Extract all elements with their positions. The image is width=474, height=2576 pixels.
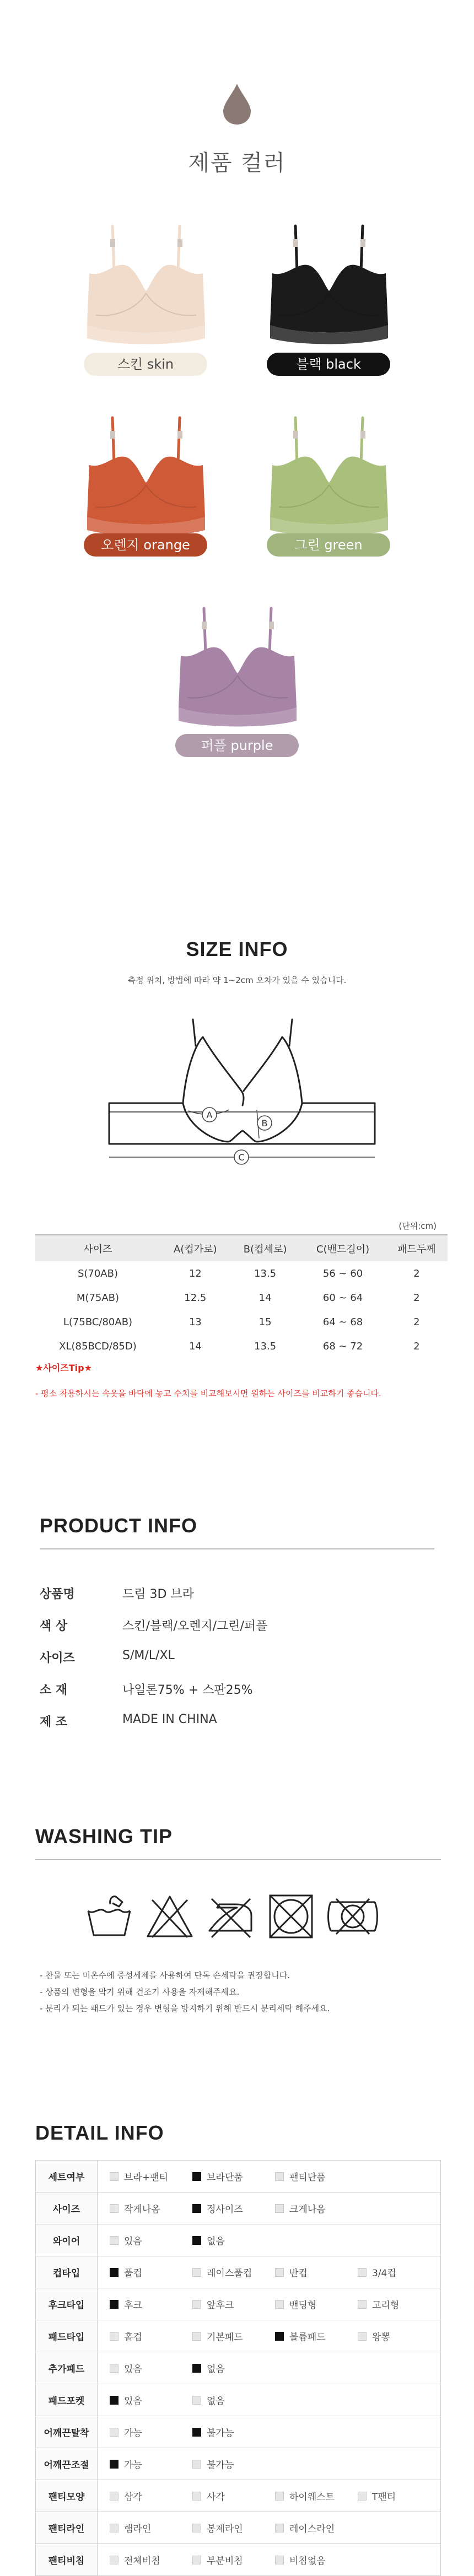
detail-option [192, 2489, 275, 2503]
no-iron-icon [205, 1891, 256, 1942]
washing-note-1: - 찬물 또는 미온수에 중성세제를 사용하여 단독 손세탁을 권장합니다. [40, 1970, 290, 1980]
detail-info-row [36, 2480, 441, 2512]
detail-info-label: 사이즈 [36, 2192, 98, 2224]
detail-option [275, 2553, 358, 2567]
detail-info-row [36, 2256, 441, 2288]
detail-option [192, 2169, 275, 2183]
detail-option [358, 2329, 440, 2343]
size-table-cell: 14 [258, 1292, 272, 1304]
checked-box-icon [110, 2460, 118, 2469]
detail-option-label: 있음 [124, 2236, 142, 2247]
unchecked-box-icon [358, 2492, 367, 2501]
unchecked-box-icon [275, 2492, 284, 2501]
detail-info-options [98, 2320, 441, 2352]
washing-note-3: - 분리가 되는 패드가 있는 경우 변형을 방지하기 위해 반드시 분리세탁 해주세요. [40, 2003, 330, 2013]
unchecked-box-icon [275, 2524, 284, 2532]
detail-info-row [36, 2320, 441, 2352]
product-info-label: 소 재 [40, 1683, 68, 1697]
unchecked-box-icon [110, 2364, 118, 2373]
detail-info-label: 팬티라인 [36, 2512, 98, 2544]
unchecked-box-icon [110, 2236, 118, 2245]
detail-option-label: 3/4컵 [372, 2268, 396, 2279]
detail-option-label: 볼륨패드 [289, 2332, 326, 2343]
detail-info-options [98, 2448, 441, 2480]
detail-option-label: 하이웨스트 [289, 2492, 335, 2503]
detail-option [110, 2393, 192, 2407]
washing-divider [35, 1859, 441, 1860]
unchecked-box-icon [192, 2556, 201, 2564]
detail-option-label: 고리형 [372, 2300, 400, 2311]
detail-option [110, 2297, 192, 2311]
unchecked-box-icon [110, 2556, 118, 2564]
detail-info-options [98, 2416, 441, 2448]
detail-info-label: 팬티비침 [36, 2544, 98, 2576]
size-table-cell: XL(85BCD/85D) [59, 1340, 137, 1352]
unchecked-box-icon [275, 2204, 284, 2213]
detail-option [110, 2425, 192, 2439]
size-table-cell: 68 ~ 72 [322, 1340, 363, 1352]
washing-note-2: - 상품의 변형을 막기 위해 건조기 사용을 자제해주세요. [40, 1987, 240, 1997]
detail-option-label: 레이스라인 [289, 2524, 335, 2535]
detail-info-title: DETAIL INFO [35, 2121, 164, 2144]
detail-option-label: 밴딩형 [289, 2300, 317, 2311]
detail-info-options [98, 2192, 441, 2224]
detail-option [110, 2265, 192, 2279]
size-tip-title: ★사이즈Tip★ [35, 1363, 92, 1373]
bra-image [83, 220, 209, 347]
detail-option-label: 기본패드 [207, 2332, 243, 2343]
size-diagram [99, 1014, 386, 1185]
detail-option [192, 2201, 275, 2215]
detail-info-label: 추가패드 [36, 2352, 98, 2384]
unchecked-box-icon [192, 2492, 201, 2501]
detail-info-label: 후크타입 [36, 2288, 98, 2320]
detail-option-label: T팬티 [372, 2492, 396, 2503]
color-label-pill: 그린 green [267, 533, 390, 557]
diagram-label-b: B [261, 1118, 268, 1128]
detail-info-label: 컵타입 [36, 2256, 98, 2288]
size-table-row [35, 1286, 448, 1310]
unchecked-box-icon [275, 2300, 284, 2309]
size-table-cell: 13.5 [254, 1267, 277, 1279]
detail-info-row [36, 2512, 441, 2544]
detail-option [358, 2265, 440, 2279]
detail-option-label: 비침없음 [289, 2556, 326, 2567]
detail-option-label: 없음 [207, 2236, 225, 2247]
unchecked-box-icon [192, 2300, 201, 2309]
detail-option-label: 정사이즈 [207, 2204, 243, 2215]
size-table-cell: 14 [188, 1340, 202, 1352]
detail-info-label: 와이어 [36, 2224, 98, 2256]
detail-info-row [36, 2352, 441, 2384]
unchecked-box-icon [110, 2204, 118, 2213]
unit-label: (단위:cm) [398, 1221, 437, 1231]
product-info-title: PRODUCT INFO [40, 1514, 197, 1537]
detail-info-row [36, 2288, 441, 2320]
detail-option-label: 있음 [124, 2364, 142, 2375]
detail-option [192, 2329, 275, 2343]
detail-option [110, 2233, 192, 2247]
product-info-divider [40, 1548, 434, 1549]
unchecked-box-icon [110, 2428, 118, 2437]
size-table-cell: 2 [413, 1292, 420, 1304]
detail-option-label: 작게나옴 [124, 2204, 160, 2215]
detail-option [192, 2265, 275, 2279]
detail-option-label: 브라단품 [207, 2172, 243, 2183]
detail-info-options [98, 2224, 441, 2256]
detail-info-label: 패드타입 [36, 2320, 98, 2352]
size-table-cell: 2 [413, 1340, 420, 1352]
detail-option [110, 2553, 192, 2567]
detail-option [358, 2489, 440, 2503]
detail-info-options [98, 2384, 441, 2416]
detail-option [275, 2169, 358, 2183]
detail-info-row [36, 2384, 441, 2416]
size-info-subtitle: 측정 위치, 방법에 따라 약 1~2cm 오차가 있을 수 있습니다. [127, 975, 347, 985]
unchecked-box-icon [275, 2268, 284, 2277]
checked-box-icon [192, 2428, 201, 2437]
size-table-cell: 13.5 [254, 1340, 277, 1352]
detail-option [110, 2521, 192, 2535]
checked-box-icon [110, 2300, 118, 2309]
detail-option-label: 사각 [207, 2492, 225, 2503]
detail-option [192, 2521, 275, 2535]
detail-option-label: 팬티단품 [289, 2172, 326, 2183]
detail-info-options [98, 2256, 441, 2288]
size-table-cell: 64 ~ 68 [322, 1316, 363, 1328]
detail-option [192, 2297, 275, 2311]
detail-option-label: 부분비침 [207, 2556, 243, 2567]
checked-box-icon [275, 2332, 284, 2341]
hand-wash-icon [84, 1891, 134, 1942]
unchecked-box-icon [110, 2492, 118, 2501]
size-table-header: 사이즈 [35, 1235, 160, 1261]
detail-option [110, 2169, 192, 2183]
size-table-cell: 12 [188, 1267, 202, 1279]
detail-option-label: 삼각 [124, 2492, 142, 2503]
size-table-cell: M(75AB) [76, 1292, 120, 1304]
no-dry-clean-icon [327, 1891, 378, 1942]
size-table-header: B(컵세로) [230, 1235, 300, 1261]
detail-info-options [98, 2544, 441, 2576]
detail-option-label: 브라+팬티 [124, 2172, 168, 2183]
size-info-title: SIZE INFO [186, 938, 288, 960]
size-table-header: 패드두께 [386, 1235, 448, 1261]
detail-info-row [36, 2416, 441, 2448]
bra-image [266, 220, 392, 347]
product-info-label: 상품명 [40, 1587, 75, 1601]
detail-option-label: 홑겹 [124, 2332, 142, 2343]
unchecked-box-icon [192, 2396, 201, 2405]
unchecked-box-icon [358, 2332, 367, 2341]
checked-box-icon [192, 2236, 201, 2245]
color-label-pill: 오렌지 orange [84, 533, 207, 557]
unchecked-box-icon [192, 2524, 201, 2532]
detail-option-label: 봉제라인 [207, 2524, 243, 2535]
detail-option [275, 2521, 358, 2535]
water-drop-icon [221, 83, 253, 126]
color-label-pill: 블랙 black [267, 353, 390, 376]
bra-image [83, 412, 209, 539]
no-bleach-icon [144, 1891, 195, 1942]
bra-image [266, 412, 392, 539]
detail-option [192, 2393, 275, 2407]
size-table-cell: 2 [413, 1316, 420, 1328]
unchecked-box-icon [192, 2268, 201, 2277]
detail-option [275, 2201, 358, 2215]
detail-info-row [36, 2544, 441, 2576]
detail-option-label: 가능 [124, 2460, 142, 2471]
detail-option [110, 2457, 192, 2471]
detail-info-options [98, 2352, 441, 2384]
detail-option [192, 2361, 275, 2375]
detail-option [110, 2361, 192, 2375]
size-table-cell: S(70AB) [77, 1267, 118, 1279]
colors-title: 제품 컬러 [188, 150, 286, 176]
detail-option [358, 2297, 440, 2311]
detail-option [275, 2329, 358, 2343]
detail-option [110, 2201, 192, 2215]
checked-box-icon [110, 2268, 118, 2277]
size-table-cell: 13 [188, 1316, 202, 1328]
size-table-cell: L(75BC/80AB) [63, 1316, 133, 1328]
detail-info-label: 어깨끈탈착 [36, 2416, 98, 2448]
detail-option [275, 2489, 358, 2503]
detail-info-table [35, 2160, 441, 2576]
size-table-row [35, 1261, 448, 1286]
detail-info-options [98, 2512, 441, 2544]
detail-option-label: 앞후크 [207, 2300, 234, 2311]
checked-box-icon [192, 2172, 201, 2181]
detail-info-label: 패드포켓 [36, 2384, 98, 2416]
unchecked-box-icon [192, 2332, 201, 2341]
detail-option-label: 레이스풀컵 [207, 2268, 252, 2279]
detail-option [192, 2457, 275, 2471]
size-table-cell: 15 [258, 1316, 272, 1328]
size-table-cell: 2 [413, 1267, 420, 1279]
detail-option-label: 왕뽕 [372, 2332, 390, 2343]
checked-box-icon [192, 2364, 201, 2373]
color-label-pill: 퍼플 purple [175, 734, 299, 757]
size-table-cell: 60 ~ 64 [322, 1292, 363, 1304]
unchecked-box-icon [275, 2556, 284, 2564]
detail-option [192, 2233, 275, 2247]
detail-info-row [36, 2448, 441, 2480]
size-tip-text: - 평소 착용하시는 속옷을 바닥에 놓고 수치를 비교해보시면 원하는 사이즈를 비교하기 좋습니다. [35, 1389, 381, 1398]
unchecked-box-icon [358, 2268, 367, 2277]
size-table-header: C(밴드길이) [300, 1235, 385, 1261]
size-table-row [35, 1310, 448, 1334]
product-info-value: 드림 3D 브라 [122, 1587, 194, 1601]
size-table-header: A(컵가로) [160, 1235, 230, 1261]
size-table [35, 1234, 448, 1358]
washing-title: WASHING TIP [35, 1825, 173, 1848]
unchecked-box-icon [358, 2300, 367, 2309]
detail-option-label: 없음 [207, 2396, 225, 2407]
bra-image [174, 603, 301, 730]
unchecked-box-icon [110, 2172, 118, 2181]
product-info-label: 사이즈 [40, 1651, 75, 1665]
detail-info-options [98, 2288, 441, 2320]
product-info-value: 나일론75% + 스판25% [122, 1683, 253, 1697]
diagram-label-a: A [206, 1110, 213, 1120]
detail-option [275, 2297, 358, 2311]
detail-option [192, 2425, 275, 2439]
detail-option-label: 후크 [124, 2300, 142, 2311]
detail-option-label: 없음 [207, 2364, 225, 2375]
product-info-label: 색 상 [40, 1619, 68, 1633]
checked-box-icon [110, 2396, 118, 2405]
detail-option-label: 햄라인 [124, 2524, 152, 2535]
color-label-pill: 스킨 skin [84, 353, 207, 376]
unchecked-box-icon [192, 2460, 201, 2469]
size-table-row [35, 1334, 448, 1358]
unchecked-box-icon [275, 2172, 284, 2181]
detail-info-label: 어깨끈조절 [36, 2448, 98, 2480]
detail-option-label: 반컵 [289, 2268, 308, 2279]
detail-option-label: 불가능 [207, 2428, 234, 2439]
product-info-value: 스킨/블랙/오렌지/그린/퍼플 [122, 1619, 268, 1633]
size-table-cell: 56 ~ 60 [322, 1267, 363, 1279]
no-tumble-dry-icon [266, 1891, 316, 1942]
product-info-value: S/M/L/XL [122, 1649, 175, 1662]
product-info-label: 제 조 [40, 1715, 68, 1729]
detail-option-label: 크게나옴 [289, 2204, 326, 2215]
detail-info-label: 세트여부 [36, 2161, 98, 2192]
diagram-label-c: C [238, 1152, 245, 1163]
detail-info-options [98, 2480, 441, 2512]
size-table-cell: 12.5 [184, 1292, 207, 1304]
detail-option-label: 있음 [124, 2396, 142, 2407]
detail-option-label: 전체비침 [124, 2556, 160, 2567]
detail-info-row [36, 2161, 441, 2192]
unchecked-box-icon [110, 2332, 118, 2341]
detail-info-row [36, 2224, 441, 2256]
detail-option [110, 2329, 192, 2343]
checked-box-icon [192, 2204, 201, 2213]
detail-option [110, 2489, 192, 2503]
detail-info-options [98, 2161, 441, 2192]
detail-info-row [36, 2192, 441, 2224]
detail-option-label: 불가능 [207, 2460, 234, 2471]
detail-info-label: 팬티모양 [36, 2480, 98, 2512]
product-info-value: MADE IN CHINA [122, 1713, 217, 1726]
detail-option [192, 2553, 275, 2567]
detail-option-label: 풀컵 [124, 2268, 142, 2279]
detail-option-label: 가능 [124, 2428, 142, 2439]
unchecked-box-icon [110, 2524, 118, 2532]
detail-option [275, 2265, 358, 2279]
